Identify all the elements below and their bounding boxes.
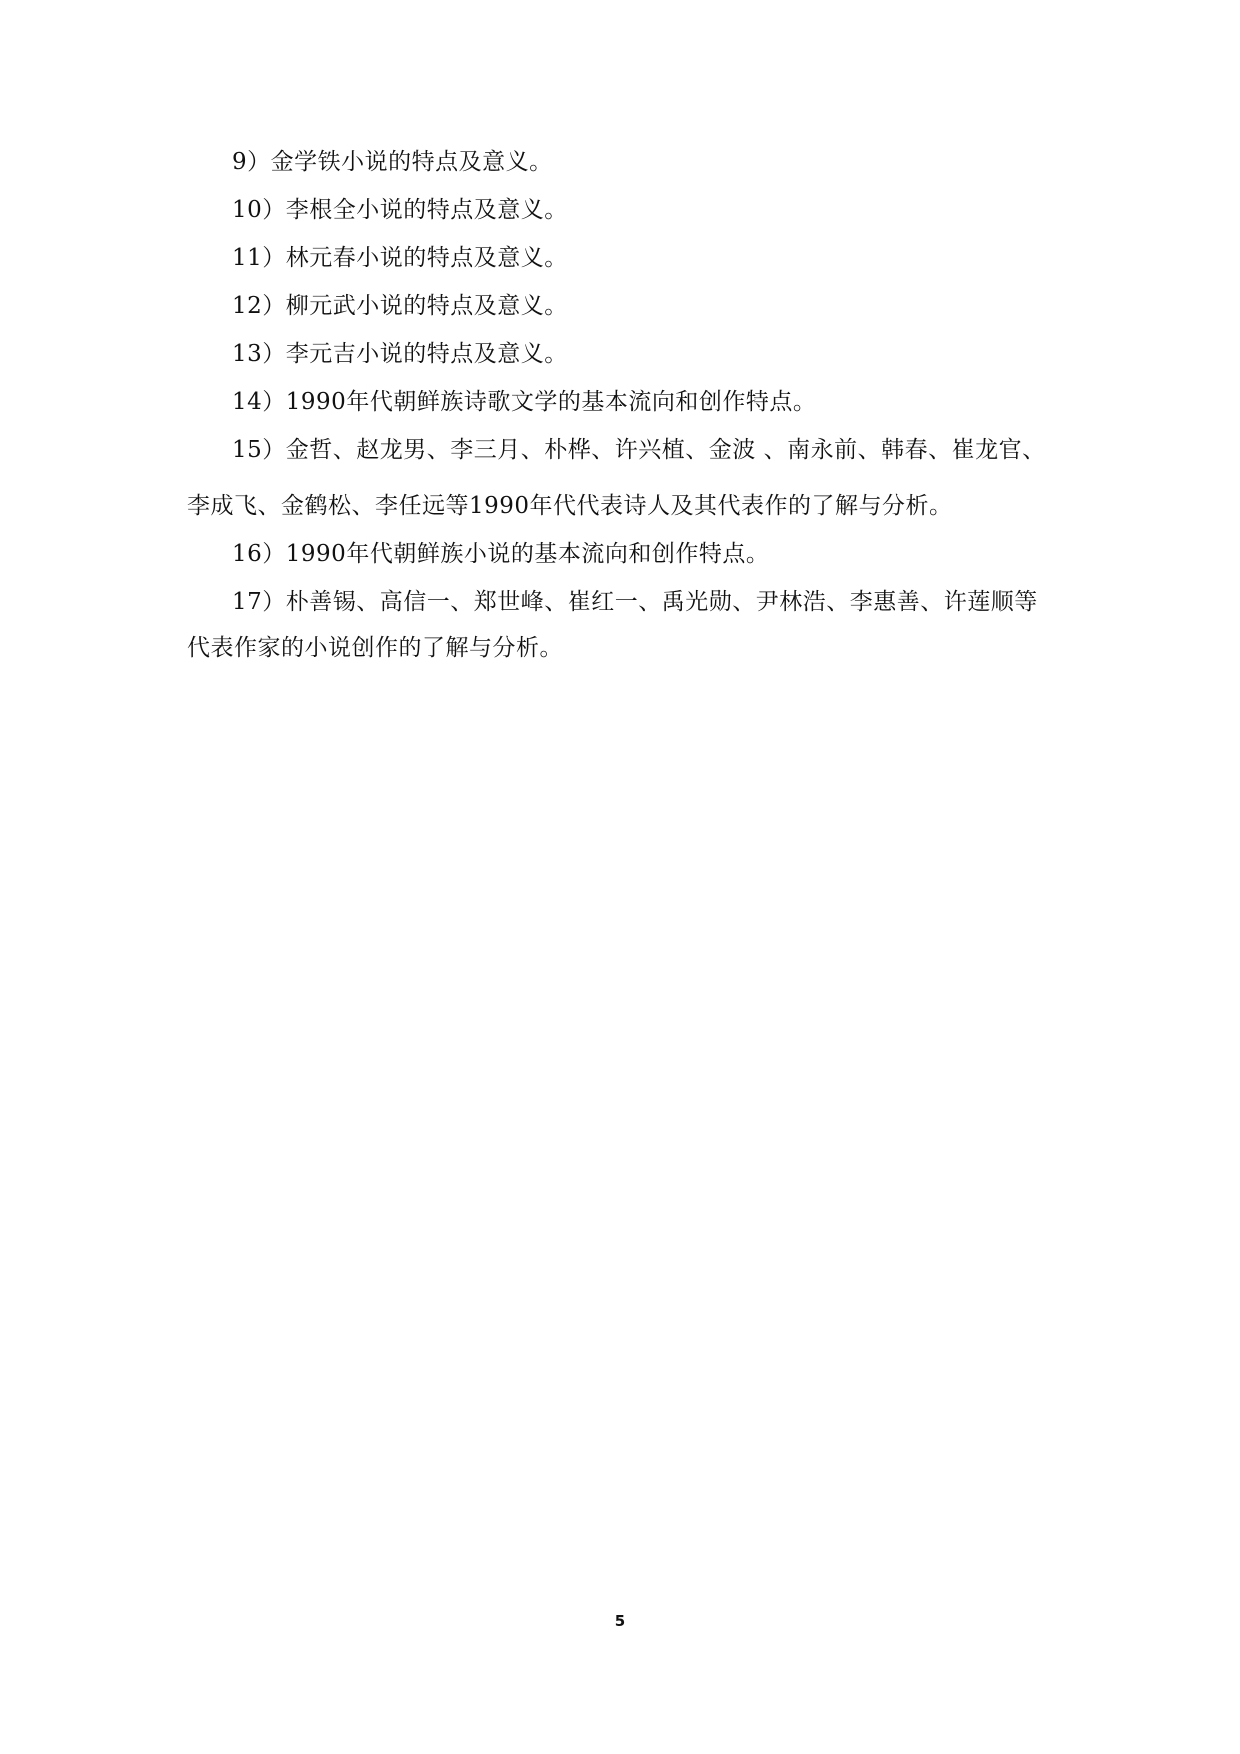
item-text: 林元春小说的特点及意义。 — [285, 245, 568, 271]
list-item — [187, 579, 1057, 671]
list-item — [187, 540, 1057, 568]
item-number: 11） — [232, 245, 286, 271]
item-number: 14） — [232, 389, 286, 415]
item-text: 柳元武小说的特点及意义。 — [285, 293, 568, 319]
item-text: 1990年代朝鲜族诗歌文学的基本流向和创作特点。 — [285, 389, 817, 415]
item-number: 9） — [232, 149, 271, 175]
list-item — [187, 422, 1057, 534]
list-item — [187, 196, 1057, 224]
item-text: 李根全小说的特点及意义。 — [285, 197, 568, 223]
item-number: 16） — [232, 541, 286, 567]
page-number: 5 — [614, 1612, 626, 1630]
item-text: 朴善锡、高信一、郑世峰、崔红一、禹光勋、尹林浩、李惠善、许莲顺等代表作家的小说创作的了解与分析。 — [187, 589, 1038, 661]
outline-list — [187, 148, 1057, 671]
item-number: 10） — [232, 197, 286, 223]
item-number: 17） — [232, 589, 286, 615]
list-item — [187, 292, 1057, 320]
item-text: 1990年代朝鲜族小说的基本流向和创作特点。 — [285, 541, 770, 567]
list-item — [187, 244, 1057, 272]
list-item — [187, 340, 1057, 368]
list-item — [187, 388, 1057, 416]
item-text: 李元吉小说的特点及意义。 — [285, 341, 568, 367]
item-text: 金哲、赵龙男、李三月、朴桦、许兴植、金波 、南永前、韩春、崔龙官、李成飞、金鹤松、李任远等1990年代代表诗人及其代表作的了解与分析。 — [187, 437, 1046, 519]
item-number: 13） — [232, 341, 286, 367]
item-text: 金学铁小说的特点及意义。 — [270, 149, 553, 175]
item-number: 15） — [232, 437, 286, 463]
list-item — [187, 148, 1057, 176]
item-number: 12） — [232, 293, 286, 319]
